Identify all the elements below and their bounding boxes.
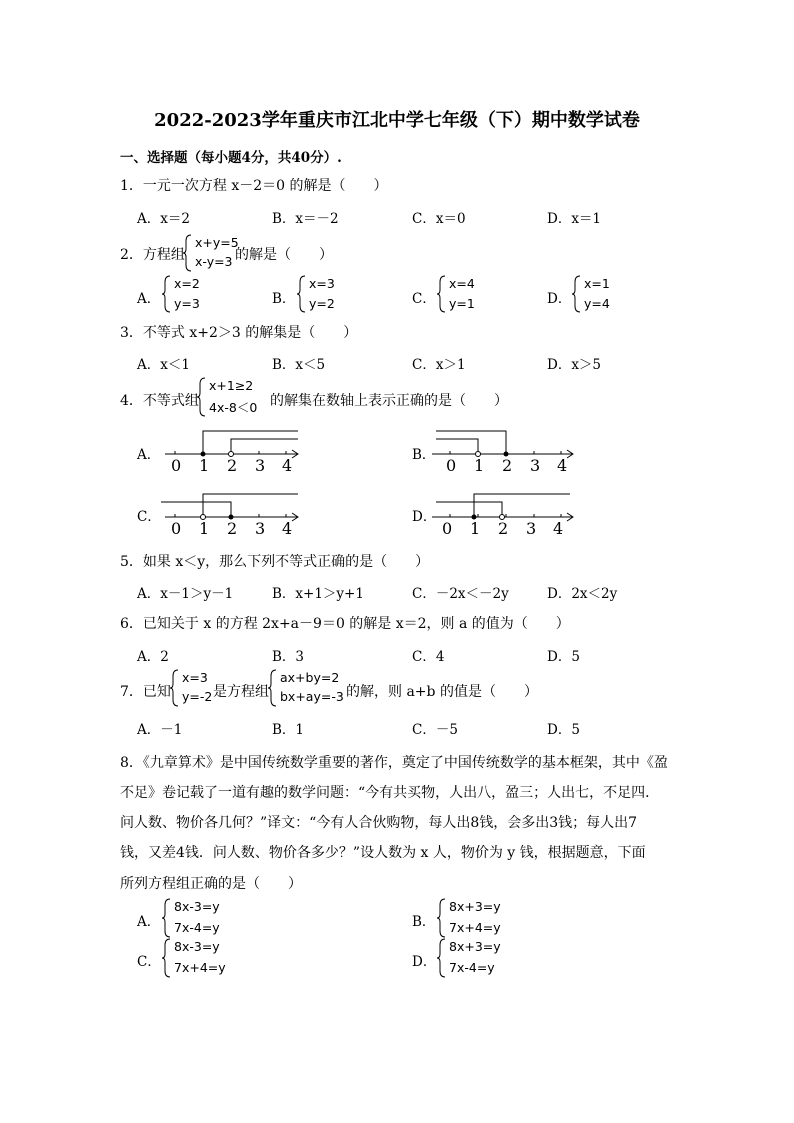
q8-option-b-label[interactable]: B．	[412, 914, 436, 930]
q3-option-b[interactable]: B．x＜5	[272, 357, 326, 373]
question-1-stem: 1．一元一次方程 x－2＝0 的解是（ ）	[120, 178, 388, 194]
q7-option-d[interactable]: D．5	[547, 722, 580, 738]
svg-text:0: 0	[442, 519, 453, 538]
svg-text:4: 4	[553, 519, 564, 538]
q4-inequality-system: x+1≥2 4x-8＜0	[197, 377, 267, 417]
brace-icon	[437, 275, 447, 313]
question-7-number: 7．已知	[120, 684, 171, 700]
question-2-number: 2．方程组	[120, 247, 185, 263]
q2-option-b[interactable]: x=3 y=2	[297, 275, 357, 313]
q8-option-b[interactable]: 8x+3=y 7x+4=y	[437, 898, 517, 938]
question-8-line-5: 所列方程组正确的是（ ）	[120, 876, 302, 892]
svg-text:3: 3	[530, 456, 541, 475]
q5-option-a[interactable]: A．x－1＞y－1	[137, 586, 234, 602]
svg-text:2: 2	[498, 519, 509, 538]
brace-icon	[197, 377, 207, 417]
question-8-line-4: 钱，又差4钱．问人数、物价各多少？”设人数为 x 人，物价为 y 钱，根据题意，下面	[120, 845, 646, 861]
svg-text:2: 2	[227, 519, 238, 538]
q4-option-b-label[interactable]: B．	[412, 447, 436, 463]
q2-equation-system: x+y=5 x-y=3	[183, 234, 253, 272]
q6-option-c[interactable]: C．4	[412, 649, 445, 665]
svg-text:4: 4	[557, 456, 568, 475]
brace-icon	[572, 275, 582, 313]
q6-option-b[interactable]: B．3	[272, 649, 305, 665]
q2-option-b-label[interactable]: B．	[272, 291, 296, 307]
question-2-tail: 的解是（ ）	[235, 247, 333, 263]
question-6-stem: 6．已知关于 x 的方程 2x+a－9＝0 的解是 x＝2，则 a 的值为（ ）	[120, 616, 570, 632]
question-8-line-1: 8．《九章算术》是中国传统数学重要的著作，奠定了中国传统数学的基本框架，其中《盈	[120, 755, 668, 771]
q2-option-c[interactable]: x=4 y=1	[437, 275, 497, 313]
q3-option-d[interactable]: D．x＞5	[547, 357, 602, 373]
q2-option-d[interactable]: x=1 y=4	[572, 275, 632, 313]
q4-option-d-number-line[interactable]	[430, 488, 580, 538]
q7-solution-system: x=3 y=-2	[170, 669, 220, 707]
q7-equation-system: ax+by=2 bx+ay=-3	[268, 669, 348, 707]
brace-icon	[162, 898, 172, 938]
svg-text:2: 2	[227, 456, 238, 475]
q4-option-b-number-line[interactable]	[430, 425, 580, 475]
question-3-stem: 3．不等式 x+2＞3 的解集是（ ）	[120, 325, 358, 341]
question-4-tail: 的解集在数轴上表示正确的是（ ）	[270, 393, 508, 409]
q3-option-a[interactable]: A．x＜1	[137, 357, 190, 373]
q8-option-d-label[interactable]: D．	[412, 954, 437, 970]
q1-option-b[interactable]: B．x＝－2	[272, 211, 339, 227]
brace-icon	[162, 275, 172, 313]
q8-option-c-label[interactable]: C．	[137, 954, 161, 970]
brace-icon	[162, 938, 172, 978]
q6-option-d[interactable]: D．5	[547, 649, 580, 665]
q7-option-a[interactable]: A．－1	[137, 722, 183, 738]
svg-text:1: 1	[199, 456, 210, 475]
question-7-middle: 是方程组	[213, 684, 269, 700]
svg-text:3: 3	[255, 519, 266, 538]
question-8-line-3: 问人数、物价各几何？”译文：“今有人合伙购物，每人出8钱，会多出3钱；每人出7	[120, 815, 638, 831]
q5-option-b[interactable]: B．x+1＞y+1	[272, 586, 364, 602]
q1-option-c[interactable]: C．x＝0	[412, 211, 466, 227]
svg-text:3: 3	[526, 519, 537, 538]
q1-option-d[interactable]: D．x＝1	[547, 211, 602, 227]
q8-option-c[interactable]: 8x-3=y 7x+4=y	[162, 938, 242, 978]
q4-option-c-number-line[interactable]	[155, 488, 305, 538]
brace-icon	[437, 938, 447, 978]
q4-option-d-label[interactable]: D．	[412, 509, 437, 525]
svg-text:1: 1	[470, 519, 481, 538]
q6-option-a[interactable]: A．2	[137, 649, 169, 665]
brace-icon	[437, 898, 447, 938]
q4-option-a-number-line[interactable]	[155, 425, 305, 475]
q8-option-a[interactable]: 8x-3=y 7x-4=y	[162, 898, 242, 938]
svg-text:0: 0	[171, 519, 182, 538]
svg-text:2: 2	[502, 456, 513, 475]
brace-icon	[183, 234, 193, 272]
q8-option-d[interactable]: 8x+3=y 7x-4=y	[437, 938, 517, 978]
q5-option-d[interactable]: D．2x＜2y	[547, 586, 618, 602]
question-7-tail: 的解，则 a+b 的值是（ ）	[346, 684, 538, 700]
q5-option-c[interactable]: C．－2x＜－2y	[412, 586, 509, 602]
q2-option-d-label[interactable]: D．	[547, 291, 572, 307]
q2-option-a-label[interactable]: A．	[137, 291, 161, 307]
q7-option-c[interactable]: C．－5	[412, 722, 458, 738]
q7-option-b[interactable]: B．1	[272, 722, 305, 738]
brace-icon	[297, 275, 307, 313]
q2-option-c-label[interactable]: C．	[412, 291, 436, 307]
question-8-line-2: 不足》卷记载了一道有趣的数学问题：“今有共买物，人出八，盈三；人出七，不足四．	[120, 785, 660, 801]
page-title: 2022-2023学年重庆市江北中学七年级（下）期中数学试卷	[154, 110, 640, 131]
q8-option-a-label[interactable]: A．	[137, 914, 161, 930]
svg-text:0: 0	[446, 456, 457, 475]
brace-icon	[170, 669, 180, 707]
q3-option-c[interactable]: C．x＞1	[412, 357, 466, 373]
q4-option-a-label[interactable]: A．	[137, 447, 161, 463]
question-4-number: 4．不等式组	[120, 393, 199, 409]
svg-text:4: 4	[282, 456, 293, 475]
q1-option-a[interactable]: A．x＝2	[137, 211, 190, 227]
q4-option-c-label[interactable]: C．	[137, 509, 161, 525]
section-heading: 一、选择题（每小题4分，共40分）.	[120, 150, 342, 166]
q2-option-a[interactable]: x=2 y=3	[162, 275, 222, 313]
svg-text:0: 0	[171, 456, 182, 475]
svg-text:1: 1	[474, 456, 485, 475]
svg-text:3: 3	[255, 456, 266, 475]
svg-text:4: 4	[282, 519, 293, 538]
svg-text:1: 1	[199, 519, 210, 538]
question-5-stem: 5．如果 x＜y，那么下列不等式正确的是（ ）	[120, 554, 430, 570]
brace-icon	[268, 669, 278, 707]
